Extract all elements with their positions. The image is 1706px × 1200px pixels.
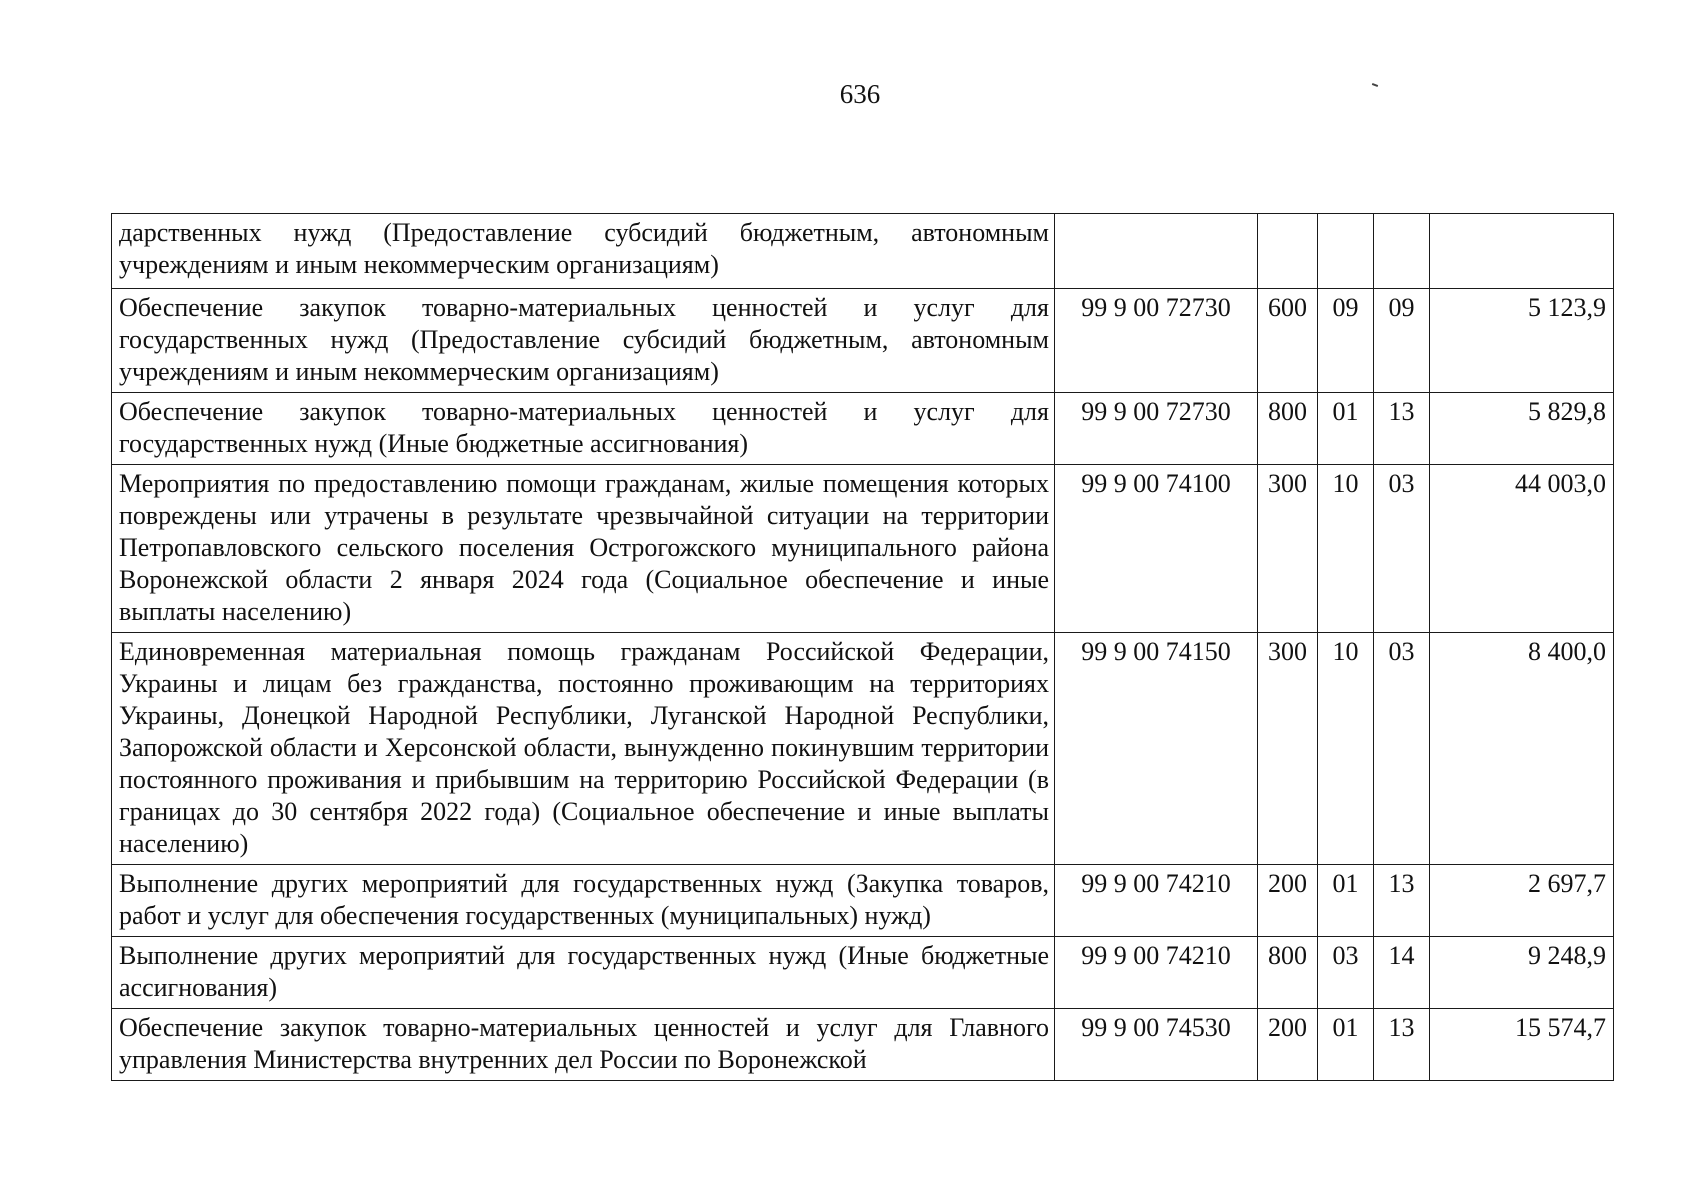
table-row (112, 1009, 1614, 1081)
row-description: Единовременная материальная помощь гражданам Российской Федерации, Украины и лицам без гражданства, постоянно проживающим на территориях Украины, Донецкой Народной Республики, Луганской Народной Республики, Запорожской области и Херсонской области, вынужденно покинувшим территории постоянного проживания и прибывшим на территорию Российской Федерации (в границах до 30 сентября 2022 года) (Социальное обеспечение и иные выплаты населению) (112, 633, 1055, 865)
subsection-code (1374, 214, 1430, 289)
table-row (112, 214, 1614, 289)
row-description: Обеспечение закупок товарно-материальных ценностей и услуг для государственных нужд (Предоставление субсидий бюджетным, автономным учреждениям и иным некоммерческим организациям) (112, 289, 1055, 393)
amount: 5 829,8 (1430, 393, 1614, 465)
section-code: 09 (1318, 289, 1374, 393)
expense-type-code: 800 (1258, 393, 1318, 465)
subsection-code: 03 (1374, 633, 1430, 865)
section-code: 01 (1318, 865, 1374, 937)
subsection-code: 13 (1374, 1009, 1430, 1081)
amount: 2 697,7 (1430, 865, 1614, 937)
section-code: 10 (1318, 465, 1374, 633)
expense-type-code: 800 (1258, 937, 1318, 1009)
subsection-code: 09 (1374, 289, 1430, 393)
subsection-code: 13 (1374, 393, 1430, 465)
section-code: 03 (1318, 937, 1374, 1009)
target-article-code: 99 9 00 74530 (1055, 1009, 1258, 1081)
section-code: 01 (1318, 1009, 1374, 1081)
row-description: Обеспечение закупок товарно-материальных ценностей и услуг для государственных нужд (Иные бюджетные ассигнования) (112, 393, 1055, 465)
table-row (112, 633, 1614, 865)
section-code (1318, 214, 1374, 289)
section-code: 01 (1318, 393, 1374, 465)
target-article-code: 99 9 00 74100 (1055, 465, 1258, 633)
expense-type-code: 200 (1258, 1009, 1318, 1081)
row-description: дарственных нужд (Предоставление субсидий бюджетным, автономным учреждениям и иным некоммерческим организациям) (112, 214, 1055, 289)
table-row (112, 393, 1614, 465)
amount (1430, 214, 1614, 289)
target-article-code: 99 9 00 72730 (1055, 289, 1258, 393)
budget-table (111, 213, 1614, 1081)
section-code: 10 (1318, 633, 1374, 865)
amount: 5 123,9 (1430, 289, 1614, 393)
expense-type-code: 300 (1258, 465, 1318, 633)
table-row (112, 465, 1614, 633)
subsection-code: 03 (1374, 465, 1430, 633)
expense-type-code (1258, 214, 1318, 289)
row-description: Мероприятия по предоставлению помощи гражданам, жилые помещения которых повреждены или утрачены в результате чрезвычайной ситуации на территории Петропавловского сельского поселения Острогожского муниципального района Воронежской области 2 января 2024 года (Социальное обеспечение и иные выплаты населению) (112, 465, 1055, 633)
expense-type-code: 200 (1258, 865, 1318, 937)
target-article-code (1055, 214, 1258, 289)
target-article-code: 99 9 00 74210 (1055, 865, 1258, 937)
amount: 8 400,0 (1430, 633, 1614, 865)
amount: 15 574,7 (1430, 1009, 1614, 1081)
table-row (112, 865, 1614, 937)
amount: 9 248,9 (1430, 937, 1614, 1009)
table-row (112, 937, 1614, 1009)
subsection-code: 14 (1374, 937, 1430, 1009)
amount: 44 003,0 (1430, 465, 1614, 633)
row-description: Обеспечение закупок товарно-материальных ценностей и услуг для Главного управления Министерства внутренних дел России по Воронежской (112, 1009, 1055, 1081)
page-number: 636 (839, 79, 881, 109)
row-description: Выполнение других мероприятий для государственных нужд (Закупка товаров, работ и услуг для обеспечения государственных (муниципальных) нужд) (112, 865, 1055, 937)
expense-type-code: 600 (1258, 289, 1318, 393)
expense-type-code: 300 (1258, 633, 1318, 865)
target-article-code: 99 9 00 74150 (1055, 633, 1258, 865)
subsection-code: 13 (1374, 865, 1430, 937)
target-article-code: 99 9 00 74210 (1055, 937, 1258, 1009)
table-row (112, 289, 1614, 393)
target-article-code: 99 9 00 72730 (1055, 393, 1258, 465)
row-description: Выполнение других мероприятий для государственных нужд (Иные бюджетные ассигнования) (112, 937, 1055, 1009)
